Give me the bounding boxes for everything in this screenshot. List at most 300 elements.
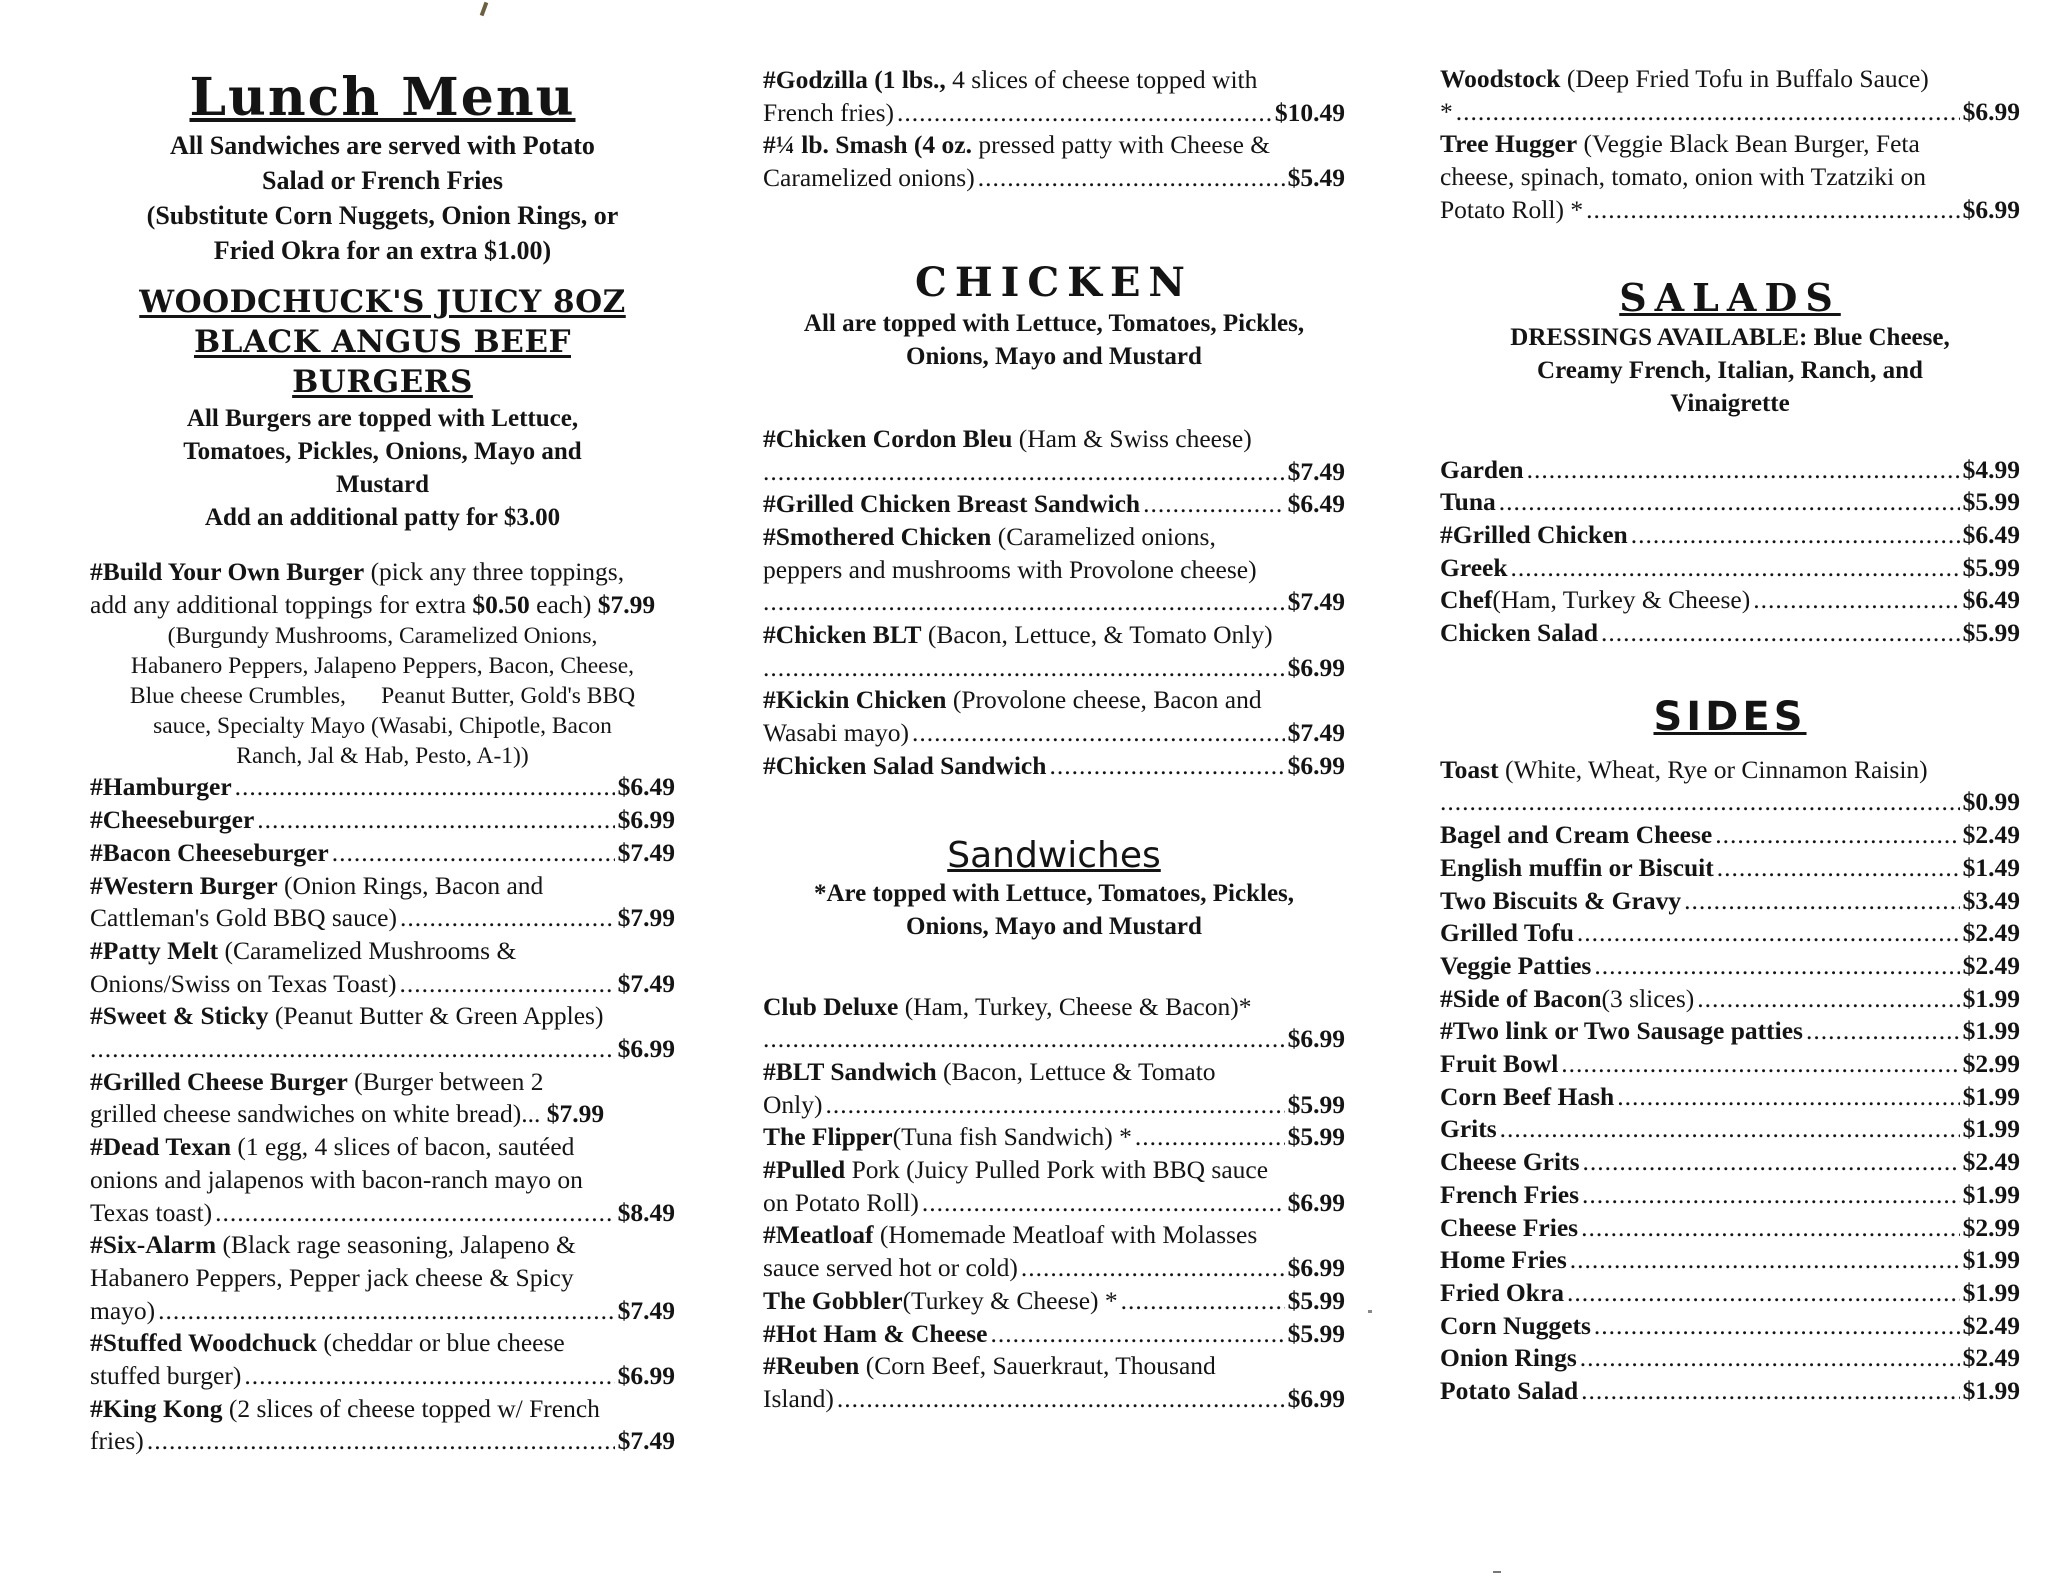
menu-item-western-burger — [90, 870, 675, 935]
burgers-intro — [90, 402, 675, 534]
item-name: #Build Your Own Burger — [90, 557, 365, 586]
dot-leader — [90, 1033, 615, 1066]
menu-item-the-flipper — [763, 1121, 1345, 1154]
item-name: Two Biscuits & Gravy — [1440, 885, 1682, 915]
dot-leader — [1601, 617, 1960, 650]
item-desc: Onions/Swiss on Texas Toast) — [90, 968, 397, 998]
item-desc: (2 slices of cheese topped w/ French — [222, 1393, 600, 1423]
item-desc: (Caramelized onions, — [991, 521, 1216, 551]
item-price: $7.49 — [1287, 718, 1345, 748]
side-item — [1440, 1310, 2020, 1343]
lunch-intro-line: Salad or French Fries — [262, 166, 503, 195]
dot-leader — [763, 456, 1285, 489]
item-name: #Hot Ham & Cheese — [763, 1318, 988, 1348]
side-item — [1440, 1277, 2020, 1310]
dot-leader — [244, 1360, 614, 1393]
menu-item-chicken-salad-sandwich — [763, 750, 1345, 783]
burgers-title-line: BLACK ANGUS BEEF — [193, 324, 571, 360]
burgers-title — [90, 282, 675, 402]
dot-leader — [1753, 584, 1959, 617]
item-desc: (cheddar or blue cheese — [316, 1328, 565, 1358]
item-name: Chicken Salad — [1440, 618, 1599, 648]
dot-leader — [399, 968, 614, 1001]
item-desc: French fries) — [763, 97, 894, 127]
item-name: Cheese Grits — [1440, 1147, 1580, 1177]
menu-item-reuben — [763, 1350, 1345, 1415]
item-name: #Chicken Salad Sandwich — [763, 750, 1047, 780]
item-desc: mayo) — [90, 1295, 156, 1325]
item-desc: grilled cheese sandwiches on white bread)... — [90, 1099, 541, 1129]
menu-item-build-your-own — [90, 556, 675, 771]
item-name: #Pulled — [763, 1155, 846, 1185]
menu-column-left — [90, 58, 675, 1458]
item-price: $1.99 — [1962, 1179, 2020, 1209]
item-price: $7.49 — [617, 1295, 675, 1325]
side-item — [1440, 1212, 2020, 1245]
item-price: $6.99 — [1287, 1383, 1345, 1413]
item-price: $3.49 — [1962, 885, 2020, 915]
chicken-intro — [763, 307, 1345, 373]
menu-item-club-deluxe — [763, 991, 1345, 1056]
item-name: #BLT Sandwich — [763, 1056, 937, 1086]
burgers-title-line: WOODCHUCK'S JUICY 8OZ — [139, 284, 626, 320]
menu-item-woodstock — [1440, 63, 2020, 128]
item-desc: (Peanut Butter & Green Apples) — [268, 1001, 604, 1031]
item-name: Home Fries — [1440, 1245, 1567, 1275]
menu-item-tree-hugger — [1440, 128, 2020, 226]
paper-speck — [1493, 1571, 1501, 1573]
menu-item-hot-ham-cheese — [763, 1318, 1345, 1351]
item-price: $5.99 — [1287, 1122, 1345, 1152]
dot-leader — [1717, 852, 1960, 885]
item-price: $1.99 — [1962, 1081, 2020, 1111]
dot-leader — [215, 1197, 614, 1230]
chicken-intro-line: Onions, Mayo and Mustard — [906, 342, 1202, 370]
item-price: $6.99 — [617, 1034, 675, 1064]
item-price: $2.49 — [1962, 950, 2020, 980]
item-price: $1.99 — [1962, 1245, 2020, 1275]
item-desc: add any additional toppings for extra — [90, 589, 473, 619]
item-name: #Chicken BLT — [763, 620, 922, 650]
item-price: $2.49 — [1962, 1343, 2020, 1373]
item-price: $7.99 — [617, 903, 675, 933]
item-name: Potato Salad — [1440, 1376, 1579, 1406]
item-price: $1.49 — [1962, 852, 2020, 882]
item-price: $6.99 — [1962, 96, 2020, 126]
side-item — [1440, 1375, 2020, 1408]
lunch-intro-line: All Sandwiches are served with Potato — [170, 131, 595, 160]
dot-leader — [1143, 488, 1285, 521]
item-desc: (Tuna fish Sandwich) * — [892, 1122, 1132, 1152]
item-name: The Flipper — [763, 1122, 893, 1152]
item-name: #Chicken Cordon Bleu — [763, 423, 1013, 453]
burgers-intro-line: Mustard — [335, 471, 430, 498]
dot-leader — [1049, 750, 1284, 783]
dot-leader — [1121, 1285, 1285, 1318]
menu-item-smothered-chicken — [763, 521, 1345, 619]
salad-item — [1440, 584, 2020, 617]
salad-item — [1440, 486, 2020, 519]
item-name: Corn Nuggets — [1440, 1310, 1591, 1340]
item-desc: onions and jalapenos with bacon-ranch mayo on — [90, 1164, 583, 1194]
item-price: $1.99 — [1962, 1114, 2020, 1144]
side-item-toast — [1440, 754, 2020, 819]
side-item — [1440, 1244, 2020, 1277]
item-desc: (Deep Fried Tofu in Buffalo Sauce) — [1560, 64, 1929, 93]
item-price: $2.99 — [1962, 1049, 2020, 1079]
dot-leader — [1527, 454, 1960, 487]
item-price: $7.49 — [617, 1426, 675, 1456]
item-name: Fried Okra — [1440, 1277, 1564, 1307]
item-price: $7.49 — [1287, 587, 1345, 617]
menu-item-chicken-cordon-bleu — [763, 423, 1345, 488]
dot-leader — [1577, 917, 1960, 950]
menu-item-meatloaf — [763, 1219, 1345, 1284]
dot-leader — [826, 1089, 1285, 1122]
item-desc: Pork (Juicy Pulled Pork with BBQ sauce — [845, 1155, 1269, 1185]
item-price: $7.49 — [1287, 456, 1345, 486]
item-desc: (Ham, Turkey & Cheese) — [1492, 585, 1751, 615]
dot-leader — [332, 837, 615, 870]
menu-item-stuffed-woodchuck — [90, 1327, 675, 1392]
item-name: Grilled Tofu — [1440, 918, 1574, 948]
item-name: Veggie Patties — [1440, 950, 1592, 980]
item-desc: (3 slices) — [1601, 983, 1695, 1013]
item-price: $1.99 — [1962, 1277, 2020, 1307]
menu-item-chicken-blt — [763, 619, 1345, 684]
dot-leader — [1594, 950, 1959, 983]
item-price: $5.99 — [1962, 487, 2020, 517]
item-desc: (Homemade Meatloaf with Molasses — [873, 1220, 1258, 1250]
dot-leader — [1684, 885, 1960, 918]
item-desc: Potato Roll) * — [1440, 194, 1584, 224]
side-item — [1440, 1146, 2020, 1179]
chicken-intro-line: All are topped with Lettuce, Tomatoes, Pickles, — [803, 309, 1305, 337]
item-desc: (Ham, Turkey, Cheese & Bacon)* — [898, 991, 1252, 1021]
item-desc: (Onion Rings, Bacon and — [277, 870, 544, 900]
menu-item-godzilla — [763, 64, 1345, 129]
dot-leader — [257, 804, 614, 837]
menu-item-sweet-sticky — [90, 1000, 675, 1065]
item-name: #Western Burger — [90, 870, 278, 900]
menu-item-kickin-chicken — [763, 684, 1345, 749]
dot-leader — [912, 717, 1285, 750]
item-price: $6.99 — [617, 1361, 675, 1391]
item-desc: Texas toast) — [90, 1197, 213, 1227]
item-price: $8.49 — [617, 1197, 675, 1227]
item-name: Bagel and Cream Cheese — [1440, 820, 1713, 850]
side-item — [1440, 1048, 2020, 1081]
dot-leader — [1617, 1081, 1959, 1114]
item-price: $2.49 — [1962, 1147, 2020, 1177]
dot-leader — [1021, 1252, 1285, 1285]
item-desc: Caramelized onions) — [763, 163, 975, 193]
item-desc: sauce served hot or cold) — [763, 1253, 1018, 1283]
item-price: $6.99 — [1287, 750, 1345, 780]
menu-item-the-gobbler — [763, 1285, 1345, 1318]
item-name: French Fries — [1440, 1179, 1580, 1209]
item-name: #Bacon Cheeseburger — [90, 837, 329, 867]
item-price: $6.99 — [1287, 1024, 1345, 1054]
side-item — [1440, 950, 2020, 983]
lunch-intro — [90, 128, 675, 268]
menu-column-middle — [763, 64, 1345, 1416]
item-name: #Patty Melt — [90, 935, 219, 965]
item-price: $5.99 — [1962, 618, 2020, 648]
item-name: #Grilled Cheese Burger — [90, 1066, 348, 1096]
item-price: $0.99 — [1962, 787, 2020, 817]
item-name: Garden — [1440, 454, 1524, 484]
item-name: Grits — [1440, 1114, 1497, 1144]
dot-leader — [763, 1023, 1285, 1056]
dot-leader — [837, 1383, 1285, 1416]
item-name: Tree Hugger — [1440, 129, 1578, 159]
dot-leader — [147, 1425, 615, 1458]
dot-leader — [1715, 819, 1959, 852]
salads-intro-line: Vinaigrette — [1670, 389, 1790, 417]
item-desc: cheese, spinach, tomato, onion with Tzatziki on — [1440, 162, 1927, 192]
salad-item — [1440, 454, 2020, 487]
item-name: #Godzilla — [763, 65, 868, 94]
item-name: Woodstock — [1440, 64, 1561, 93]
dot-leader — [1594, 1310, 1960, 1343]
dot-leader — [763, 586, 1285, 619]
side-item — [1440, 1015, 2020, 1048]
extra-topping-price: $0.50 — [472, 589, 530, 619]
item-desc: (Veggie Black Bean Burger, Feta — [1577, 129, 1920, 159]
dot-leader — [1456, 96, 1960, 129]
dot-leader — [1511, 552, 1960, 585]
dot-leader — [400, 902, 615, 935]
item-price: $2.49 — [1962, 820, 2020, 850]
dot-leader — [1561, 1048, 1959, 1081]
item-desc: (pick any three toppings, — [364, 557, 625, 586]
item-name: #Kickin Chicken — [763, 685, 947, 715]
item-name: #Grilled Chicken — [1440, 519, 1628, 549]
menu-item-dead-texan — [90, 1131, 675, 1229]
side-item — [1440, 983, 2020, 1016]
menu-item-six-alarm — [90, 1229, 675, 1327]
item-desc: Wasabi mayo) — [763, 718, 909, 748]
item-price: $10.49 — [1274, 97, 1345, 127]
item-desc: on Potato Roll) — [763, 1187, 919, 1217]
paper-speck — [1368, 1310, 1372, 1313]
sandwiches-intro-line: Onions, Mayo and Mustard — [906, 912, 1202, 940]
sandwiches-intro — [763, 877, 1345, 943]
burgers-intro-line: Tomatoes, Pickles, Onions, Mayo and — [183, 438, 582, 465]
lunch-intro-line: Fried Okra for an extra $1.00) — [213, 236, 552, 265]
topping-options: sauce, Specialty Mayo (Wasabi, Chipotle, Bacon — [153, 713, 612, 740]
item-desc: 4 slices of cheese topped with — [945, 65, 1258, 94]
menu-item-grilled-chicken-breast — [763, 488, 1345, 521]
paper-speck — [480, 2, 489, 17]
side-item — [1440, 1342, 2020, 1375]
item-desc: (Provolone cheese, Bacon and — [946, 685, 1262, 715]
item-name: Toast — [1440, 754, 1499, 784]
sides-section-title: SIDES — [1653, 693, 1807, 740]
item-name: Chef — [1440, 585, 1493, 615]
item-name: #Cheeseburger — [90, 805, 255, 835]
item-desc: Only) — [763, 1089, 823, 1119]
dot-leader — [1806, 1015, 1960, 1048]
dot-leader — [1586, 194, 1960, 227]
burgers-intro-line: All Burgers are topped with Lettuce, — [186, 405, 579, 432]
item-price: $2.49 — [1962, 918, 2020, 948]
dot-leader — [235, 771, 615, 804]
item-price: $1.99 — [1962, 983, 2020, 1013]
salads-section-title: SALADS — [1619, 274, 1841, 320]
menu-item-king-kong — [90, 1393, 675, 1458]
dot-leader — [1135, 1121, 1285, 1154]
item-price: $6.99 — [1287, 1253, 1345, 1283]
item-name: English muffin or Biscuit — [1440, 852, 1714, 882]
item-name: Greek — [1440, 552, 1508, 582]
item-price: $4.99 — [1962, 454, 2020, 484]
item-price: $6.99 — [1287, 1187, 1345, 1217]
salads-intro-line: DRESSINGS AVAILABLE: Blue Cheese, — [1510, 323, 1950, 351]
item-desc: fries) — [90, 1426, 144, 1456]
item-price: $6.99 — [1962, 194, 2020, 224]
dot-leader — [1580, 1342, 1960, 1375]
item-name: Club Deluxe — [763, 991, 899, 1021]
item-name: #Stuffed Woodchuck — [90, 1328, 317, 1358]
item-name: Fruit Bowl — [1440, 1049, 1559, 1079]
menu-item-grilled-cheese-burger — [90, 1066, 675, 1131]
item-name: Tuna — [1440, 487, 1496, 517]
item-name: Cheese Fries — [1440, 1212, 1579, 1242]
topping-options: (Burgundy Mushrooms, Caramelized Onions, — [167, 623, 598, 650]
dot-leader — [991, 1318, 1285, 1351]
item-name: #Two link or Two Sausage patties — [1440, 1016, 1803, 1046]
dot-leader — [1631, 519, 1960, 552]
salads-intro-line: Creamy French, Italian, Ranch, and — [1537, 356, 1923, 384]
item-desc: (1 egg, 4 slices of bacon, sautéed — [231, 1132, 575, 1162]
item-price: $2.99 — [1962, 1212, 2020, 1242]
dot-leader — [1570, 1244, 1960, 1277]
dot-leader — [158, 1295, 614, 1328]
salad-item — [1440, 519, 2020, 552]
item-price: $6.49 — [1287, 489, 1345, 519]
item-name: Corn Beef Hash — [1440, 1081, 1615, 1111]
item-name: #Meatloaf — [763, 1220, 874, 1250]
item-name: The Gobbler — [763, 1285, 903, 1315]
topping-options: Blue cheese Crumbles, Peanut Butter, Gold's BBQ — [129, 683, 636, 710]
item-price: $5.99 — [1287, 1089, 1345, 1119]
item-price: $5.99 — [1287, 1318, 1345, 1348]
item-price: $1.99 — [1962, 1376, 2020, 1406]
item-price: $6.99 — [1287, 652, 1345, 682]
dot-leader — [1581, 1375, 1959, 1408]
item-name: #¼ lb. Smash — [763, 130, 908, 160]
item-price: $5.49 — [1287, 163, 1345, 193]
chicken-section-title: CHICKEN — [915, 258, 1193, 306]
item-price: $1.99 — [1962, 1016, 2020, 1046]
item-desc: stuffed burger) — [90, 1361, 242, 1391]
item-desc: (Turkey & Cheese) * — [902, 1285, 1118, 1315]
menu-item-blt-sandwich — [763, 1056, 1345, 1121]
item-desc: (Corn Beef, Sauerkraut, Thousand — [859, 1351, 1216, 1381]
salad-item — [1440, 617, 2020, 650]
dot-leader — [978, 162, 1285, 195]
item-desc: (Bacon, Lettuce & Tomato — [936, 1056, 1216, 1086]
menu-item-quarter-smash — [763, 129, 1345, 194]
sides-list — [1440, 819, 2020, 1408]
side-item — [1440, 852, 2020, 885]
item-desc: (1 lbs., — [867, 65, 946, 94]
item-desc: (Caramelized Mushrooms & — [218, 935, 517, 965]
dot-leader — [897, 97, 1272, 130]
side-item — [1440, 885, 2020, 918]
item-desc: pressed patty with Cheese & — [971, 130, 1271, 160]
dot-leader — [1567, 1277, 1960, 1310]
item-desc: Habanero Peppers, Pepper jack cheese & Spicy — [90, 1262, 574, 1292]
item-desc: (Ham & Swiss cheese) — [1012, 423, 1252, 453]
sandwiches-section-title: Sandwiches — [947, 834, 1161, 876]
dot-leader — [1697, 983, 1959, 1016]
dot-leader — [1582, 1179, 1960, 1212]
menu-item-cheeseburger — [90, 804, 675, 837]
item-name: #Sweet & Sticky — [90, 1001, 269, 1031]
item-name: #Smothered Chicken — [763, 521, 992, 551]
menu-item-pulled-pork — [763, 1154, 1345, 1219]
item-price: $6.49 — [617, 772, 675, 802]
side-item — [1440, 1113, 2020, 1146]
sandwiches-intro-line: *Are topped with Lettuce, Tomatoes, Pickles, — [813, 879, 1295, 907]
item-name: Onion Rings — [1440, 1343, 1577, 1373]
item-name: #Hamburger — [90, 772, 232, 802]
item-desc: (Burger between 2 — [347, 1066, 544, 1096]
lunch-menu-title: Lunch Menu — [189, 67, 576, 128]
dot-leader — [1583, 1146, 1960, 1179]
salad-item — [1440, 552, 2020, 585]
side-item — [1440, 819, 2020, 852]
dot-leader — [1500, 1113, 1960, 1146]
item-price: $6.49 — [1962, 585, 2020, 615]
topping-options: Habanero Peppers, Jalapeno Peppers, Bacon, Cheese, — [130, 653, 635, 680]
item-price: $7.49 — [617, 968, 675, 998]
menu-item-hamburger — [90, 771, 675, 804]
burgers-title-line: BURGERS — [292, 364, 473, 400]
menu-column-right — [1440, 63, 2020, 1408]
dot-leader — [1581, 1212, 1960, 1245]
lunch-intro-line: (Substitute Corn Nuggets, Onion Rings, or — [146, 201, 619, 230]
item-price: $5.99 — [1962, 552, 2020, 582]
item-price: $7.99 — [546, 1099, 605, 1129]
item-price: $6.49 — [1962, 519, 2020, 549]
item-name: #Six-Alarm — [90, 1230, 217, 1260]
item-desc: Island) — [763, 1383, 834, 1413]
dot-leader — [922, 1187, 1285, 1220]
item-name: #Grilled Chicken Breast Sandwich — [763, 489, 1141, 519]
item-desc: each) — [529, 589, 592, 619]
item-name: #King Kong — [90, 1393, 223, 1423]
item-desc: (Bacon, Lettuce, & Tomato Only) — [921, 620, 1273, 650]
burgers-intro-line: Add an additional patty for $3.00 — [204, 504, 561, 531]
side-item — [1440, 1179, 2020, 1212]
salads-intro — [1440, 321, 2020, 420]
topping-options: Ranch, Jal & Hab, Pesto, A-1)) — [236, 743, 529, 770]
dot-leader — [1440, 786, 1960, 819]
item-name: #Dead Texan — [90, 1132, 231, 1162]
item-desc: (Black rage seasoning, Jalapeno & — [216, 1230, 576, 1260]
item-price: $2.49 — [1962, 1310, 2020, 1340]
item-price: $7.99 — [597, 589, 656, 619]
side-item — [1440, 1081, 2020, 1114]
item-desc: Cattleman's Gold BBQ sauce) — [90, 903, 397, 933]
side-item — [1440, 917, 2020, 950]
menu-item-bacon-cheeseburger — [90, 837, 675, 870]
menu-item-patty-melt — [90, 935, 675, 1000]
